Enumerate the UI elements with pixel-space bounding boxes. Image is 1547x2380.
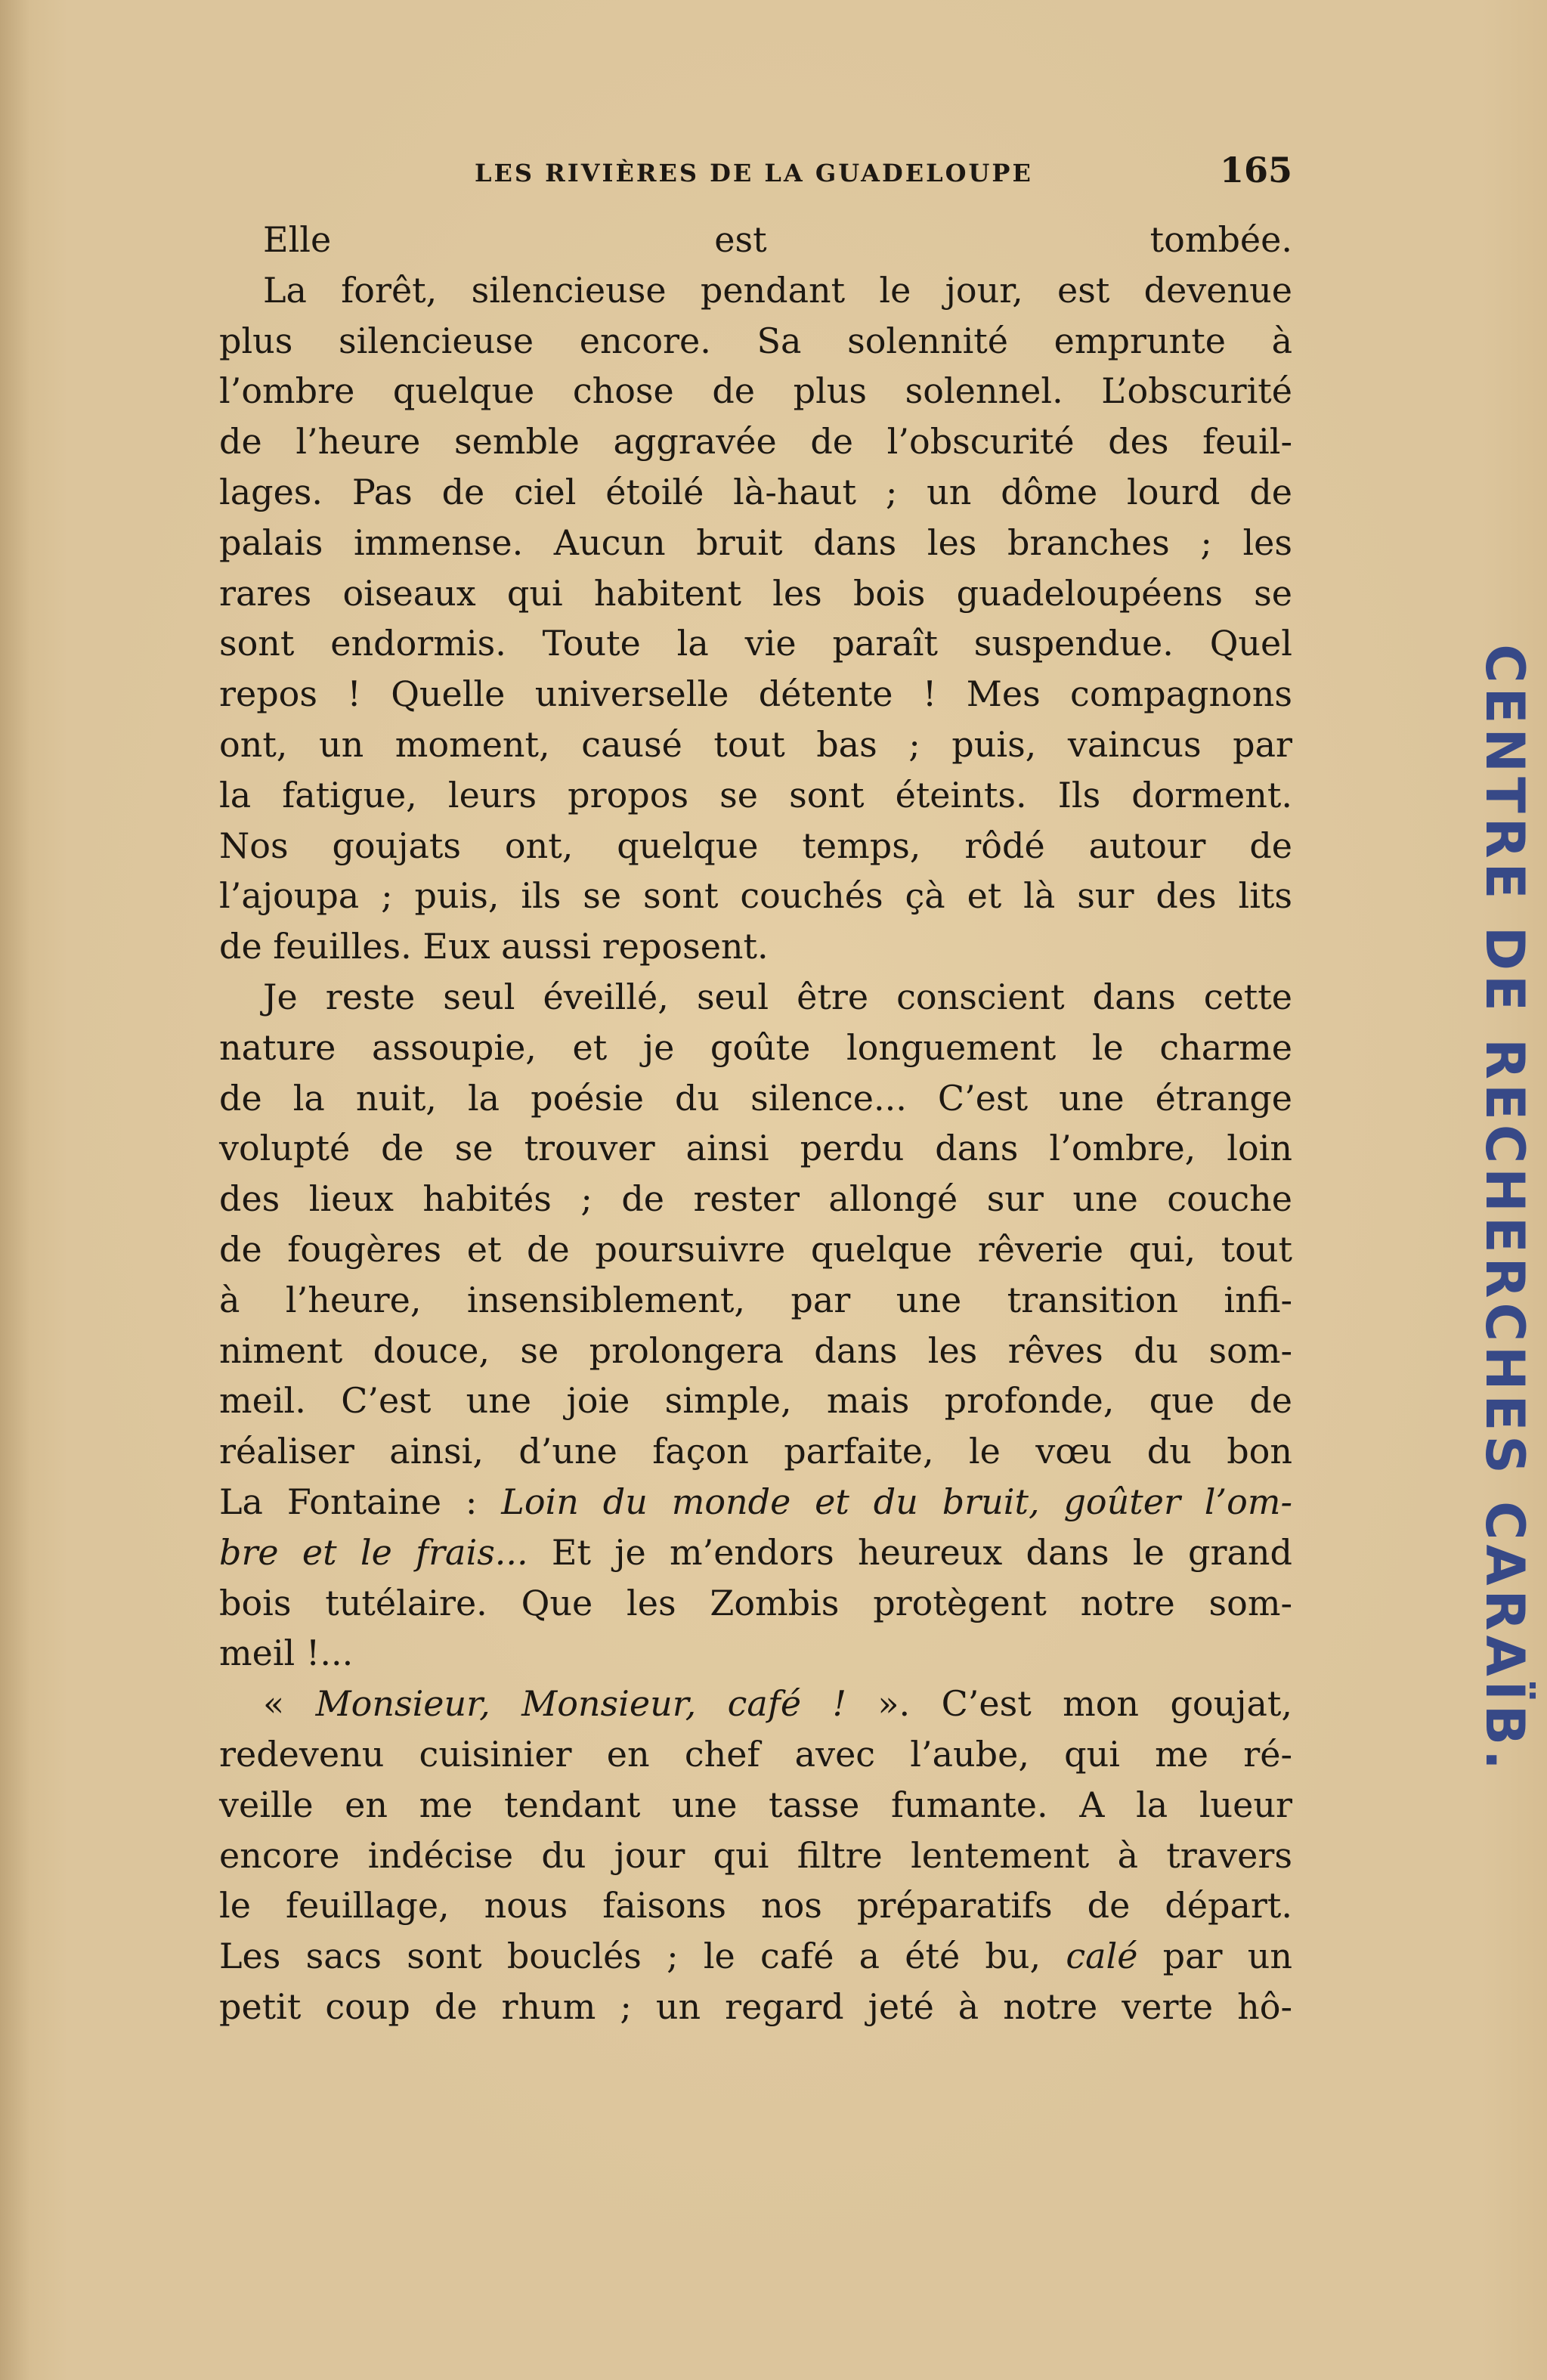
text-line: lages. Pas de ciel étoilé là-haut ; un dôme lourd de [219,471,1292,512]
text-line: niment douce, se prolongera dans les rêves du som- [219,1329,1292,1371]
page-number: 165 [1219,150,1292,190]
roman-text: Et je m’endors heureux dans le grand [528,1531,1292,1573]
text-line: plus silencieuse encore. Sa solennité emprunte à [219,320,1292,361]
text-line: meil. C’est une joie simple, mais profonde, que de [219,1380,1292,1422]
text-line: Elle est tombée. [263,219,1292,260]
page-header [219,150,1292,192]
text-line: La forêt, silencieuse pendant le jour, est devenue [263,269,1292,311]
text-line: nature assoupie, et je goûte longuement le charme [219,1026,1292,1068]
text-line: sont endormis. Toute la vie paraît suspendue. Quel [219,623,1292,664]
text-line: Nos goujats ont, quelque temps, rôdé autour de [219,825,1292,866]
text-line: palais immense. Aucun bruit dans les branches ; les [219,521,1292,563]
italic-text: bre et le frais... [219,1531,528,1573]
text-line: rares oiseaux qui habitent les bois guadeloupéens se [219,572,1292,614]
text-line: la fatigue, leurs propos se sont éteints. Ils dorment. [219,774,1292,816]
text-line: à l’heure, insensiblement, par une transition infi- [219,1279,1292,1320]
italic-text: Monsieur, Monsieur, café ! [315,1683,846,1725]
text-line: le feuillage, nous faisons nos préparatifs de départ. [219,1885,1292,1927]
text-line: volupté de se trouver ainsi perdu dans l’ombre, loin [219,1128,1292,1169]
text-line: de fougères et de poursuivre quelque rêverie qui, tout [219,1228,1292,1270]
roman-text: « [263,1683,316,1725]
text-line: de la nuit, la poésie du silence... C’est une étrange [219,1077,1292,1119]
roman-text: ». C’est mon goujat, [846,1683,1293,1725]
italic-text: Loin du monde et du bruit, goûter l’om- [501,1481,1292,1522]
text-line: repos ! Quelle universelle détente ! Mes compagnons [219,673,1292,715]
text-line: réaliser ainsi, d’une façon parfaite, le vœu du bon [219,1431,1292,1472]
text-line-mixed [219,1477,1292,1527]
text-line: petit coup de rhum ; un regard jeté à notre verte hô- [219,1985,1292,2027]
roman-text: La Fontaine : [219,1481,502,1522]
text-line: l’ajoupa ; puis, ils se sont couchés çà et là sur des lits [219,875,1292,917]
text-line-mixed [219,1931,1292,1982]
text-line: ont, un moment, causé tout bas ; puis, vaincus par [219,723,1292,765]
text-line: de feuilles. Eux aussi reposent. [219,926,769,967]
stamp-text: CENTRE DE RECHERCHES CARAÏB. [1474,644,1536,1775]
text-line: Je reste seul éveillé, seul être conscient dans cette [263,976,1292,1017]
text-line: veille en me tendant une tasse fumante. A la lueur [219,1784,1292,1825]
text-line: de l’heure semble aggravée de l’obscurité des feuil- [219,421,1292,463]
roman-text: par un [1137,1936,1292,1977]
text-line: meil !... [219,1633,354,1674]
text-line: encore indécise du jour qui filtre lentement à travers [219,1834,1292,1876]
text-line: redevenu cuisinier en chef avec l’aube, qui me ré- [219,1733,1292,1775]
body-text [219,215,1292,2032]
library-stamp [1471,644,1539,1775]
running-title: LES RIVIÈRES DE LA GUADELOUPE [475,159,1033,187]
text-line: des lieux habités ; de rester allongé sur une couche [219,1178,1292,1220]
italic-text: calé [1066,1936,1138,1977]
roman-text: Les sacs sont bouclés ; le café a été bu, [219,1936,1066,1977]
text-line-mixed [219,1679,1292,1729]
text-line: l’ombre quelque chose de plus solennel. L’obscurité [219,370,1292,412]
text-line: bois tutélaire. Que les Zombis protègent notre som- [219,1582,1292,1623]
text-line-mixed [219,1527,1292,1578]
